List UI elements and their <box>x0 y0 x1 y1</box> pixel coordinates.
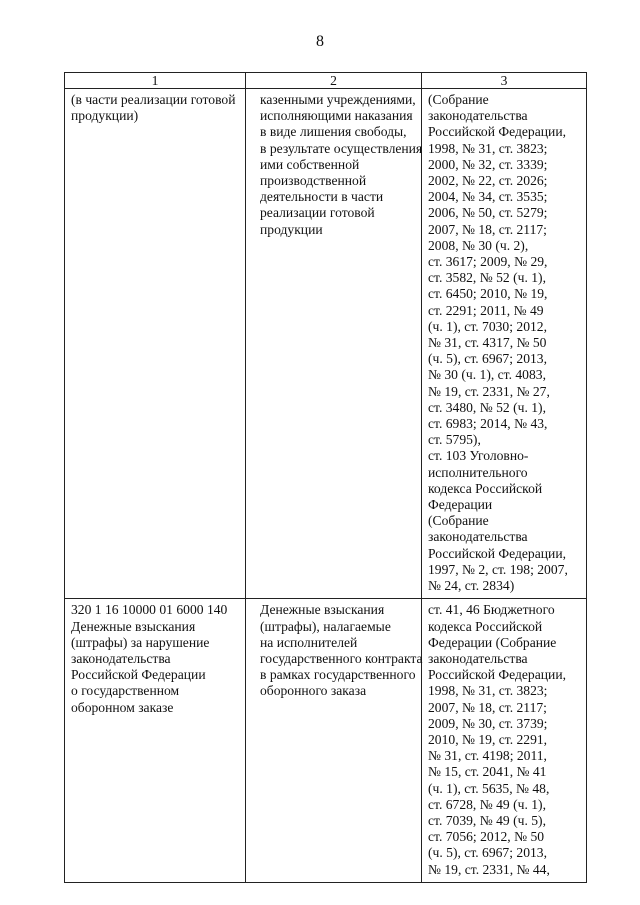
cell-line: ст. 6728, № 49 (ч. 1), <box>428 796 546 812</box>
cell-line: 2002, № 22, ст. 2026; <box>428 173 548 189</box>
cell-line: (Собрание <box>428 513 489 529</box>
cell-text <box>260 602 423 699</box>
cell-line: 320 1 16 10000 01 6000 140 <box>71 602 228 618</box>
cell-line: Денежные взыскания <box>260 602 385 618</box>
row-1-col-1 <box>65 89 246 599</box>
cell-line: № 30 (ч. 1), ст. 4083, <box>428 367 546 383</box>
cell-text <box>428 602 582 877</box>
cell-line: исполняющими наказания <box>260 108 413 124</box>
cell-line: 1998, № 31, ст. 3823; <box>428 140 548 156</box>
cell-line: 2008, № 30 (ч. 2), <box>428 237 529 253</box>
cell-line: (ч. 5), ст. 6967; 2013, <box>428 845 547 861</box>
cell-line: ст. 2291; 2011, № 49 <box>428 302 544 318</box>
cell-line: ст. 5795), <box>428 432 481 448</box>
cell-line: ими собственной <box>260 156 360 172</box>
cell-line: о государственном <box>71 683 180 699</box>
cell-line: Российской Федерации, <box>428 545 566 561</box>
cell-line: 2004, № 34, ст. 3535; <box>428 189 548 205</box>
cell-line: Федерации (Собрание <box>428 634 557 650</box>
cell-line: деятельности в части <box>260 189 384 205</box>
cell-line: № 24, ст. 2834) <box>428 578 515 594</box>
cell-line: (ч. 5), ст. 6967; 2013, <box>428 351 547 367</box>
header-col-1: 1 <box>65 73 246 89</box>
cell-text <box>428 92 582 594</box>
cell-line: Денежные взыскания <box>71 618 196 634</box>
header-col-2: 2 <box>246 73 422 89</box>
cell-line: 2010, № 19, ст. 2291, <box>428 731 548 747</box>
cell-line: № 31, ст. 4198; 2011, <box>428 748 547 764</box>
cell-line: (ч. 1), ст. 5635, № 48, <box>428 780 550 796</box>
cell-line: 1997, № 2, ст. 198; 2007, <box>428 561 568 577</box>
cell-line: Российской Федерации, <box>428 667 566 683</box>
cell-line: 2009, № 30, ст. 3739; <box>428 715 548 731</box>
cell-text <box>71 92 241 124</box>
cell-line: (штрафы) за нарушение <box>71 634 210 650</box>
header-row <box>65 73 587 89</box>
table-header <box>65 73 587 89</box>
cell-line: (Собрание <box>428 92 489 107</box>
cell-line: оборонном заказе <box>71 699 174 715</box>
cell-line: № 19, ст. 2331, № 27, <box>428 383 550 399</box>
cell-line: 2000, № 32, ст. 3339; <box>428 156 548 172</box>
table-body <box>65 89 587 883</box>
cell-line: законодательства <box>428 108 528 124</box>
cell-line: 2007, № 18, ст. 2117; <box>428 699 547 715</box>
cell-line: производственной <box>260 173 367 189</box>
cell-line: законодательства <box>428 650 528 666</box>
cell-line: ст. 7056; 2012, № 50 <box>428 829 545 845</box>
cell-line: (ч. 1), ст. 7030; 2012, <box>428 318 547 334</box>
cell-line: исполнительного <box>428 464 528 480</box>
page-number: 8 <box>316 33 324 50</box>
cell-line: ст. 3480, № 52 (ч. 1), <box>428 399 546 415</box>
cell-line: ст. 3617; 2009, № 29, <box>428 254 548 270</box>
cell-line: (штрафы), налагаемые <box>260 618 391 634</box>
cell-text <box>71 602 241 715</box>
cell-line: 2006, № 50, ст. 5279; <box>428 205 548 221</box>
cell-line: ст. 103 Уголовно- <box>428 448 529 464</box>
table-row <box>65 89 587 599</box>
row-2-col-1 <box>65 599 246 882</box>
cell-line: ст. 3582, № 52 (ч. 1), <box>428 270 546 286</box>
row-2-col-2 <box>246 599 422 882</box>
cell-line: кодекса Российской <box>428 480 543 496</box>
cell-line: оборонного заказа <box>260 683 367 699</box>
cell-line: Федерации <box>428 497 493 513</box>
cell-line: законодательства <box>71 650 171 666</box>
cell-line: законодательства <box>428 529 528 545</box>
row-1-col-3 <box>422 89 587 599</box>
row-1-col-2 <box>246 89 422 599</box>
cell-line: (в части реализации готовой <box>71 92 236 107</box>
cell-line: № 31, ст. 4317, № 50 <box>428 335 547 351</box>
cell-line: ст. 6983; 2014, № 43, <box>428 416 548 432</box>
cell-line: реализации готовой <box>260 205 375 221</box>
cell-line: ст. 7039, № 49 (ч. 5), <box>428 812 546 828</box>
cell-line: на исполнителей <box>260 634 358 650</box>
cell-line: № 19, ст. 2331, № 44, <box>428 861 550 877</box>
cell-line: продукции) <box>71 108 139 124</box>
cell-line: № 15, ст. 2041, № 41 <box>428 764 547 780</box>
cell-line: ст. 41, 46 Бюджетного <box>428 602 555 618</box>
cell-line: 2007, № 18, ст. 2117; <box>428 221 547 237</box>
cell-line: в рамках государственного <box>260 667 416 683</box>
header-col-3: 3 <box>422 73 587 89</box>
cell-line: в результате осуществления <box>260 140 423 156</box>
cell-text <box>260 92 423 238</box>
cell-line: Российской Федерации <box>71 667 206 683</box>
table-row <box>65 599 587 882</box>
cell-line: продукции <box>260 221 323 237</box>
cell-line: Российской Федерации, <box>428 124 566 140</box>
cell-line: ст. 6450; 2010, № 19, <box>428 286 548 302</box>
cell-line: в виде лишения свободы, <box>260 124 407 140</box>
legal-table <box>64 72 587 883</box>
cell-line: кодекса Российской <box>428 618 543 634</box>
cell-line: казенными учреждениями, <box>260 92 416 107</box>
cell-line: государственного контракта <box>260 650 423 666</box>
row-2-col-3 <box>422 599 587 882</box>
cell-line: 1998, № 31, ст. 3823; <box>428 683 548 699</box>
